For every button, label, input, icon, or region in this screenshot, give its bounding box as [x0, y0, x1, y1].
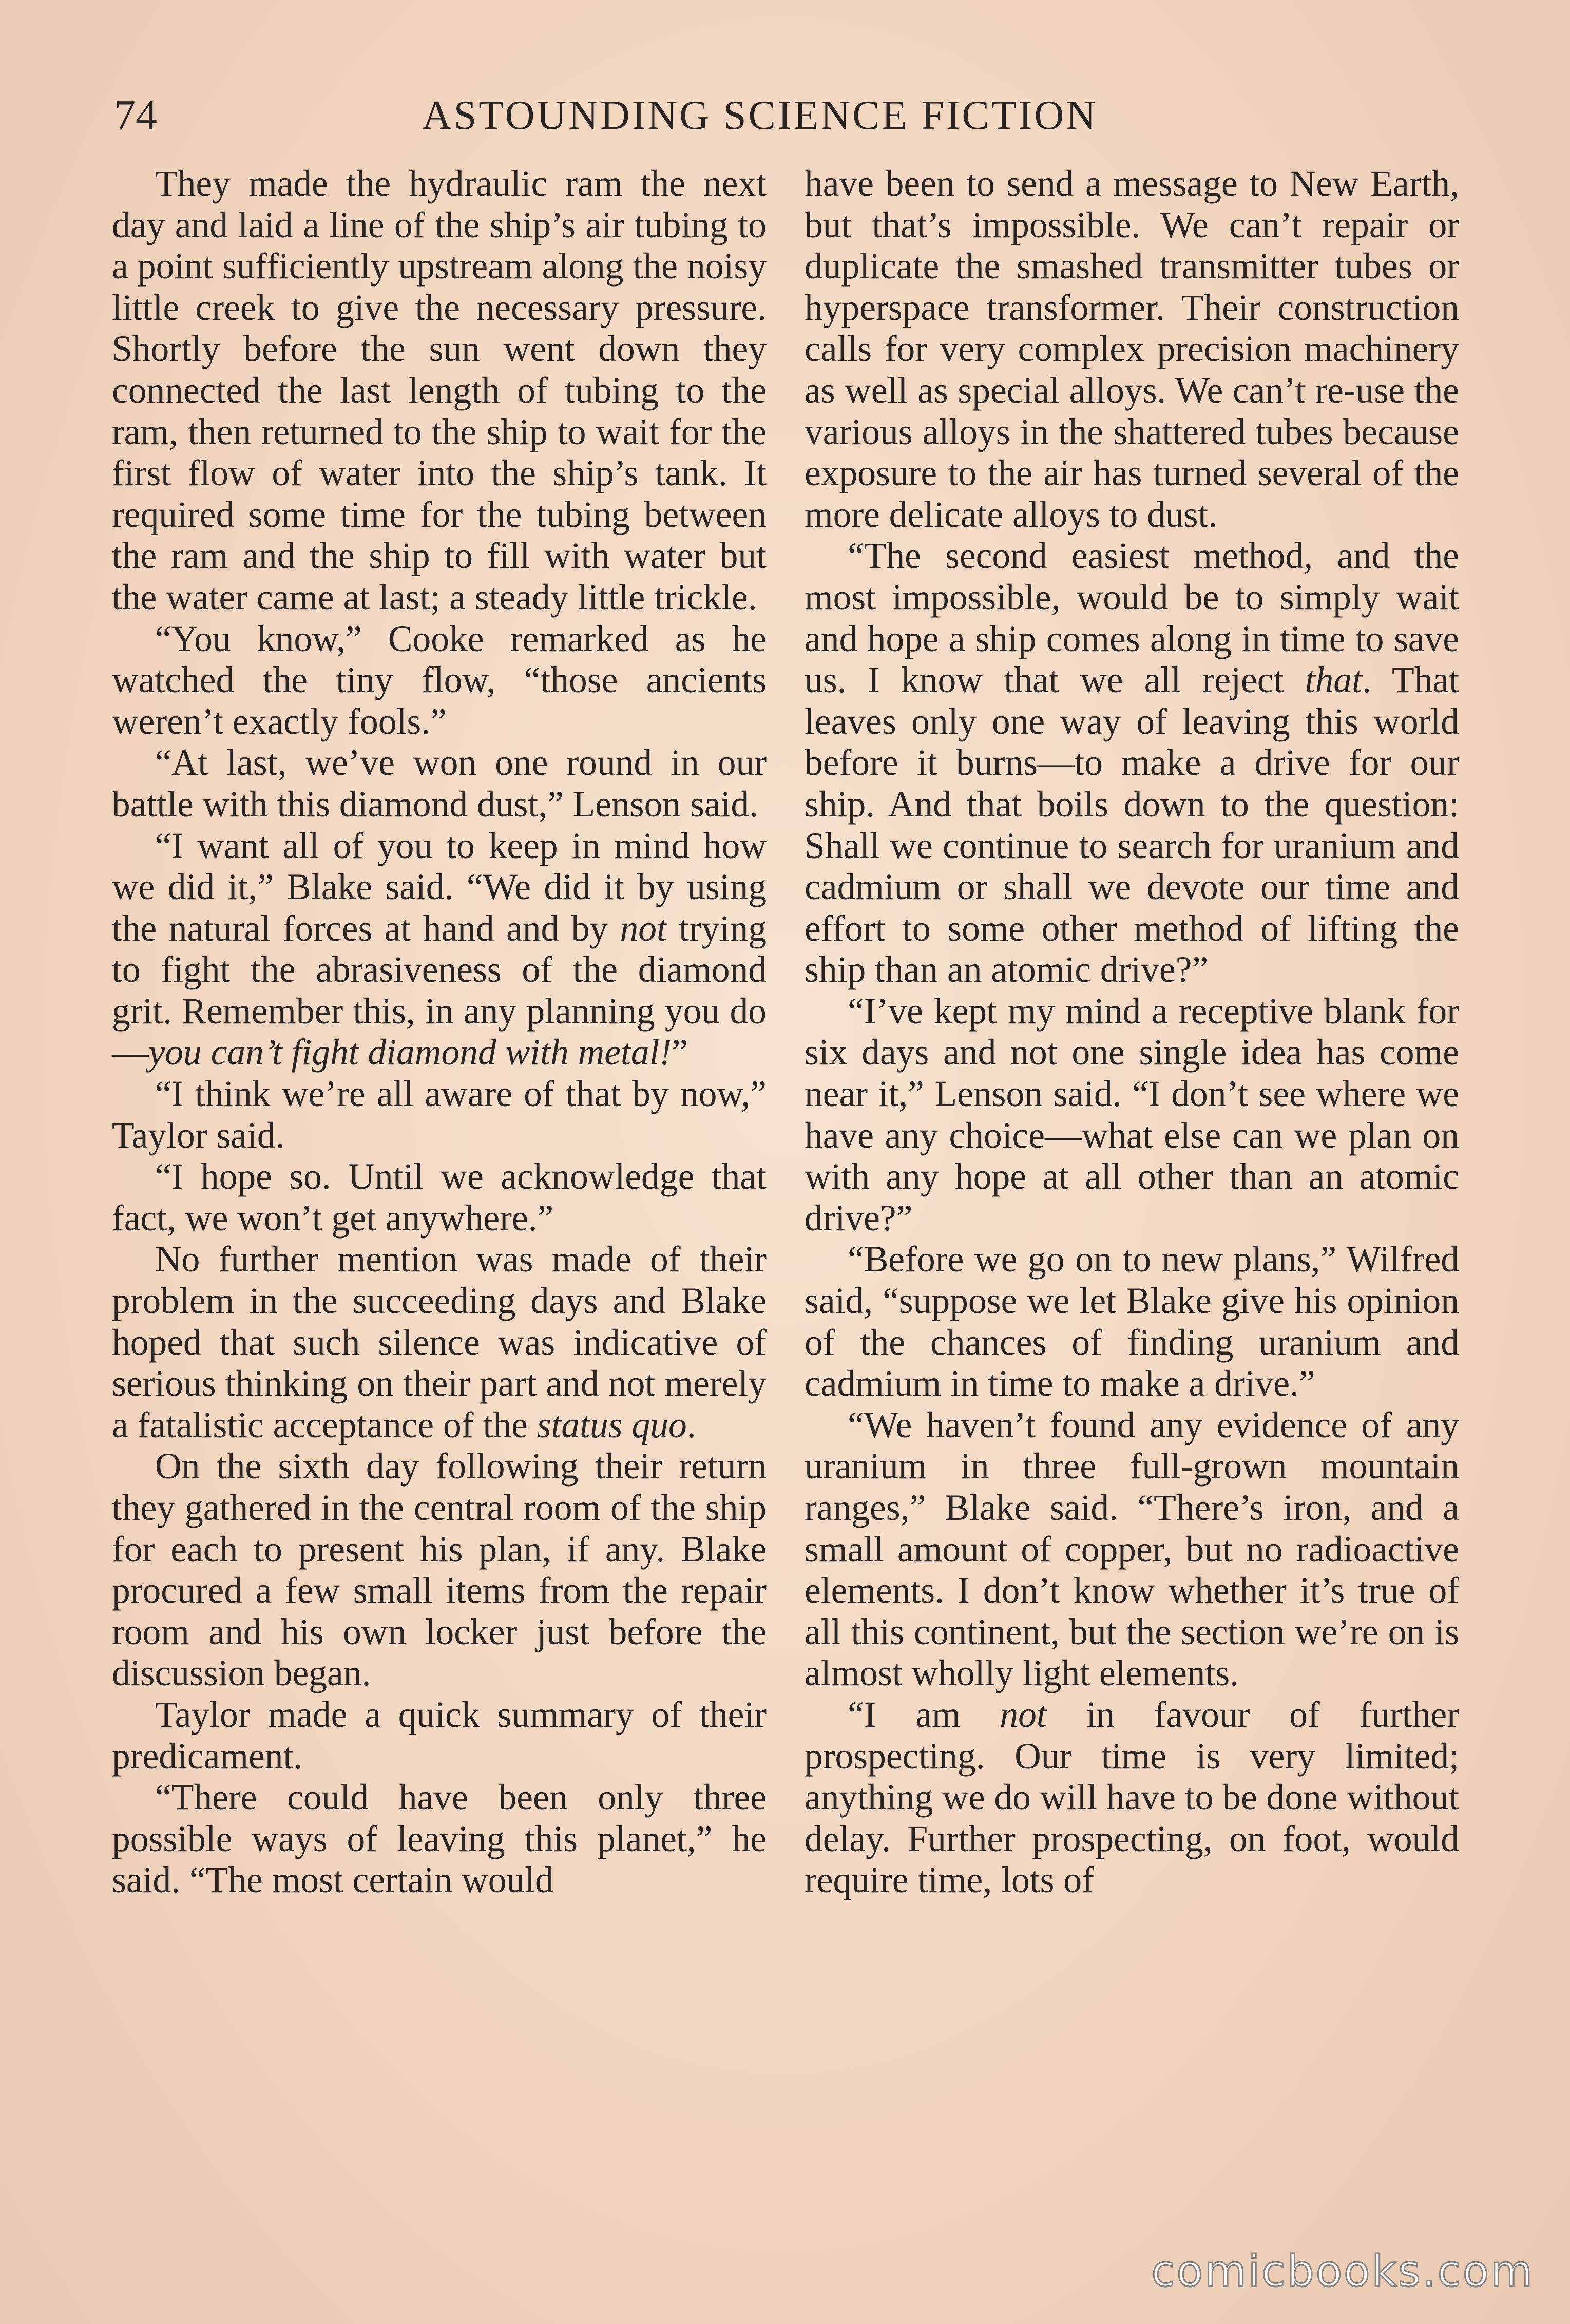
- italic-text: status quo: [537, 1404, 687, 1445]
- paragraph: “I’ve kept my mind a receptive blank for six days and not one single idea has come near it,” Lenson said. “I don’t see where we have any choice—what else can we plan on with any hope at all other than an atomic drive?”: [805, 990, 1459, 1239]
- text-run: “I want all of you to keep in mind how we did it,” Blake said. “We did it by using the natural forces at hand and by: [112, 825, 767, 949]
- text-run: .: [686, 1404, 696, 1445]
- paragraph: “There could have been only three possible ways of leaving this planet,” he said. “The most certain would: [112, 1777, 767, 1901]
- paragraph: [805, 536, 1459, 991]
- page-number: 74: [114, 91, 157, 139]
- running-title: ASTOUNDING SCIENCE FICTION: [422, 93, 1098, 138]
- italic-text: that: [1305, 660, 1362, 701]
- left-column: [112, 163, 767, 1901]
- watermark: comicbooks.com: [1151, 2246, 1534, 2296]
- right-column: [805, 163, 1459, 1901]
- paragraph: “You know,” Cooke remarked as he watched the tiny flow, “those ancients weren’t exactly fools.”: [112, 618, 767, 742]
- page-header: [114, 87, 1453, 144]
- paragraph: “I hope so. Until we acknowledge that fact, we won’t get anywhere.”: [112, 1156, 767, 1239]
- italic-text: not: [1000, 1694, 1047, 1735]
- paragraph: [112, 826, 767, 1074]
- paragraph: have been to send a message to New Earth, but that’s impossible. We can’t repair or duplicate the smashed transmitter tubes or hyperspace transformer. Their construction calls for very complex precision machinery as well as special alloys. We can’t re-use the various alloys in the shattered tubes because exposure to the air has turned several of the more delicate alloys to dust.: [805, 163, 1459, 535]
- text-run: “I am: [848, 1694, 1000, 1735]
- text-run: in favour of further prospecting. Our time is very limited; anything we do will have to be done without delay. Further prospecting, on foot, would require time, lots of: [805, 1694, 1459, 1901]
- text-run: “The second easiest method, and the most impossible, would be to simply wait and hope a ship comes along in time to save us. I know that we all reject: [805, 536, 1459, 701]
- paragraph: “We haven’t found any evidence of any uranium in three full-grown mountain ranges,” Blake said. “There’s iron, and a small amount of copper, but no radioactive elements. I don’t know whether it’s true of all this continent, but the section we’re on is almost wholly light elements.: [805, 1404, 1459, 1694]
- paragraph: They made the hydraulic ram the next day and laid a line of the ship’s air tubing to a point sufficiently upstream along the noisy little creek to give the necessary pressure. Shortly before the sun went down they connected the last length of tubing to the ram, then returned to the ship to wait for the first flow of water into the ship’s tank. It required some time for the tubing between the ram and the ship to fill with water but the water came at last; a steady little trickle.: [112, 163, 767, 618]
- paragraph: [112, 1239, 767, 1446]
- text-run: . That leaves only one way of leaving this world before it burns—to make a drive for our ship. And that boils down to the question: Shall we continue to search for uranium and cadmium or shall we devote our time and effort to some other method of lifting the ship than an atomic drive?”: [805, 660, 1459, 990]
- paragraph: “I think we’re all aware of that by now,” Taylor said.: [112, 1074, 767, 1156]
- text-run: No further mention was made of their problem in the succeeding days and Blake hoped that such silence was indicative of serious thinking on their part and not merely a fatalistic acceptance of the: [112, 1239, 767, 1445]
- paragraph: “At last, we’ve won one round in our battle with this diamond dust,” Lenson said.: [112, 742, 767, 825]
- text-run: trying to fight the abrasiveness of the diamond grit. Remember this, in any planning you do—: [112, 908, 767, 1073]
- italic-text: you can’t fight diamond with metal!: [148, 1032, 672, 1073]
- paragraph: On the sixth day following their return they gathered in the central room of the ship for each to present his plan, if any. Blake procured a few small items from the repair room and his own locker just before the discussion began.: [112, 1446, 767, 1694]
- text-run: ”: [672, 1032, 688, 1073]
- italic-text: not: [620, 908, 667, 949]
- paragraph: [805, 1694, 1459, 1901]
- paragraph: Taylor made a quick summary of their predicament.: [112, 1694, 767, 1777]
- paragraph: “Before we go on to new plans,” Wilfred said, “suppose we let Blake give his opinion of the chances of finding uranium and cadmium in time to make a drive.”: [805, 1239, 1459, 1404]
